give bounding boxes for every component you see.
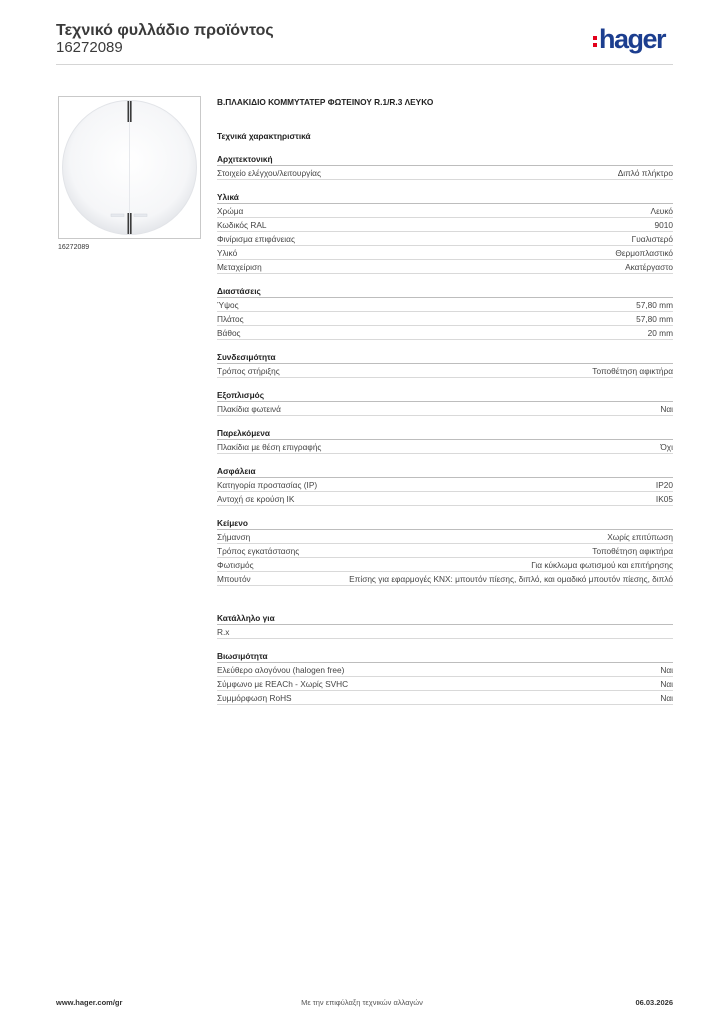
spec-label: Πλάτος (217, 314, 244, 324)
spec-label: Σύμφωνο με REACh - Χωρίς SVHC (217, 679, 349, 689)
footer-website: www.hager.com/gr (56, 998, 123, 1007)
spec-content (217, 96, 673, 705)
spec-label: Σήμανση (217, 532, 251, 542)
spec-row (217, 677, 673, 691)
spec-value: Διπλό πλήκτρο (617, 168, 673, 178)
spec-row (217, 663, 673, 677)
spec-label: R.x (217, 627, 230, 637)
product-code: 16272089 (56, 39, 123, 56)
section-title: Ασφάλεια (217, 465, 673, 478)
spec-value: 20 mm (647, 328, 673, 338)
spec-label: Κατηγορία προστασίας (IP) (217, 480, 318, 490)
section-dimensions (217, 285, 673, 340)
spec-row (217, 544, 673, 558)
product-photo-icon (59, 97, 200, 238)
product-title: Β.ΠΛΑΚΙΔΙΟ ΚΟΜΜΥΤΑΤΕΡ ΦΩΤΕΙΝΟΥ R.1/R.3 ΛΕΥΚΟ (217, 97, 434, 107)
spec-label: Κωδικός RAL (217, 220, 267, 230)
spec-row (217, 260, 673, 274)
spec-value: IK05 (655, 494, 673, 504)
footer-disclaimer: Με την επιφύλαξη τεχνικών αλλαγών (301, 998, 423, 1007)
logo-text: hager (599, 24, 666, 54)
spec-row (217, 691, 673, 705)
spec-value: Τοποθέτηση αφικτήρα (592, 546, 673, 556)
section-equipment (217, 389, 673, 416)
spec-label: Στοιχείο ελέγχου/λειτουργίας (217, 168, 321, 178)
spec-label: Τρόπος εγκατάστασης (217, 546, 300, 556)
tech-heading: Τεχνικά χαρακτηριστικά (217, 131, 311, 141)
footer-date: 06.03.2026 (635, 998, 673, 1007)
spec-label: Φωτισμός (217, 560, 254, 570)
section-title: Κείμενο (217, 517, 673, 530)
spec-label: Μεταχείριση (217, 262, 262, 272)
section-suitable-for (217, 612, 673, 639)
section-materials (217, 191, 673, 274)
spec-row (217, 204, 673, 218)
spec-label: Φινίρισμα επιφάνειας (217, 234, 295, 244)
section-architecture (217, 153, 673, 180)
spec-label: Τρόπος στήριξης (217, 366, 280, 376)
section-title: Κατάλληλο για (217, 612, 673, 625)
spec-row (217, 492, 673, 506)
spec-value: IP20 (655, 480, 673, 490)
spec-label: Πλακίδια φωτεινά (217, 404, 281, 414)
spec-row (217, 402, 673, 416)
page-title: Τεχνικό φυλλάδιο προϊόντος (56, 22, 274, 39)
led-indicator-right (134, 214, 147, 217)
spec-row (217, 218, 673, 232)
spec-value: 9010 (654, 220, 673, 230)
spec-label: Βάθος (217, 328, 241, 338)
section-title: Εξοπλισμός (217, 389, 673, 402)
section-connectivity (217, 351, 673, 378)
spec-value: Ακατέργαστο (625, 262, 673, 272)
spec-value: 57,80 mm (636, 314, 673, 324)
spec-row (217, 625, 673, 639)
spec-row (217, 298, 673, 312)
spec-value: Ναι (660, 404, 673, 414)
spec-value: Ναι (660, 693, 673, 703)
spec-value: Γυαλιστερό (631, 234, 673, 244)
section-sustainability (217, 650, 673, 705)
spec-value: Όχι (660, 442, 673, 452)
spec-label: Μπουτόν (217, 574, 251, 584)
spec-value: Θερμοπλαστικό (615, 248, 673, 258)
image-caption: 16272089 (58, 244, 90, 251)
spec-value: Για κύκλωμα φωτισμού και επιτήρησης (531, 560, 673, 570)
rocker-divider-top (128, 101, 130, 122)
section-title: Συνδεσιμότητα (217, 351, 673, 364)
header-divider (56, 64, 673, 65)
spec-value: Χωρίς επιτύπωση (607, 532, 673, 542)
section-accessories (217, 427, 673, 454)
spec-row (217, 232, 673, 246)
spec-row (217, 478, 673, 492)
spec-label: Ύψος (217, 300, 239, 310)
spec-value: Ναι (660, 665, 673, 675)
rocker-divider-bottom (128, 213, 130, 234)
spec-value: Τοποθέτηση αφικτήρα (592, 366, 673, 376)
section-title: Βιωσιμότητα (217, 650, 673, 663)
spec-label: Αντοχή σε κρούση IK (217, 494, 295, 504)
spec-row (217, 558, 673, 572)
spec-row (217, 440, 673, 454)
spec-row (217, 166, 673, 180)
spec-value: Λευκό (650, 206, 673, 216)
spec-label: Συμμόρφωση RoHS (217, 693, 292, 703)
section-title: Υλικά (217, 191, 673, 204)
spec-label: Υλικό (217, 248, 238, 258)
section-title: Παρελκόμενα (217, 427, 673, 440)
section-text (217, 517, 673, 586)
spec-row (217, 246, 673, 260)
led-indicator-left (111, 214, 124, 217)
spec-value: 57,80 mm (636, 300, 673, 310)
spec-row (217, 364, 673, 378)
product-image (58, 96, 201, 239)
spec-row (217, 530, 673, 544)
spec-row (217, 326, 673, 340)
spec-label: Χρώμα (217, 206, 244, 216)
spec-row (217, 312, 673, 326)
hager-logo (593, 26, 665, 53)
logo-dots-icon (593, 36, 597, 47)
spec-value: Επίσης για εφαρμογές KNX: μπουτόν πίεσης, διπλό, και ομαδικό μπουτόν πίεσης, διπλό (349, 574, 673, 584)
section-safety (217, 465, 673, 506)
spec-row (217, 572, 673, 586)
section-title: Διαστάσεις (217, 285, 673, 298)
spec-label: Ελεύθερο αλογόνου (halogen free) (217, 665, 345, 675)
spec-label: Πλακίδια με θέση επιγραφής (217, 442, 322, 452)
spec-value: Ναι (660, 679, 673, 689)
section-title: Αρχιτεκτονική (217, 153, 673, 166)
